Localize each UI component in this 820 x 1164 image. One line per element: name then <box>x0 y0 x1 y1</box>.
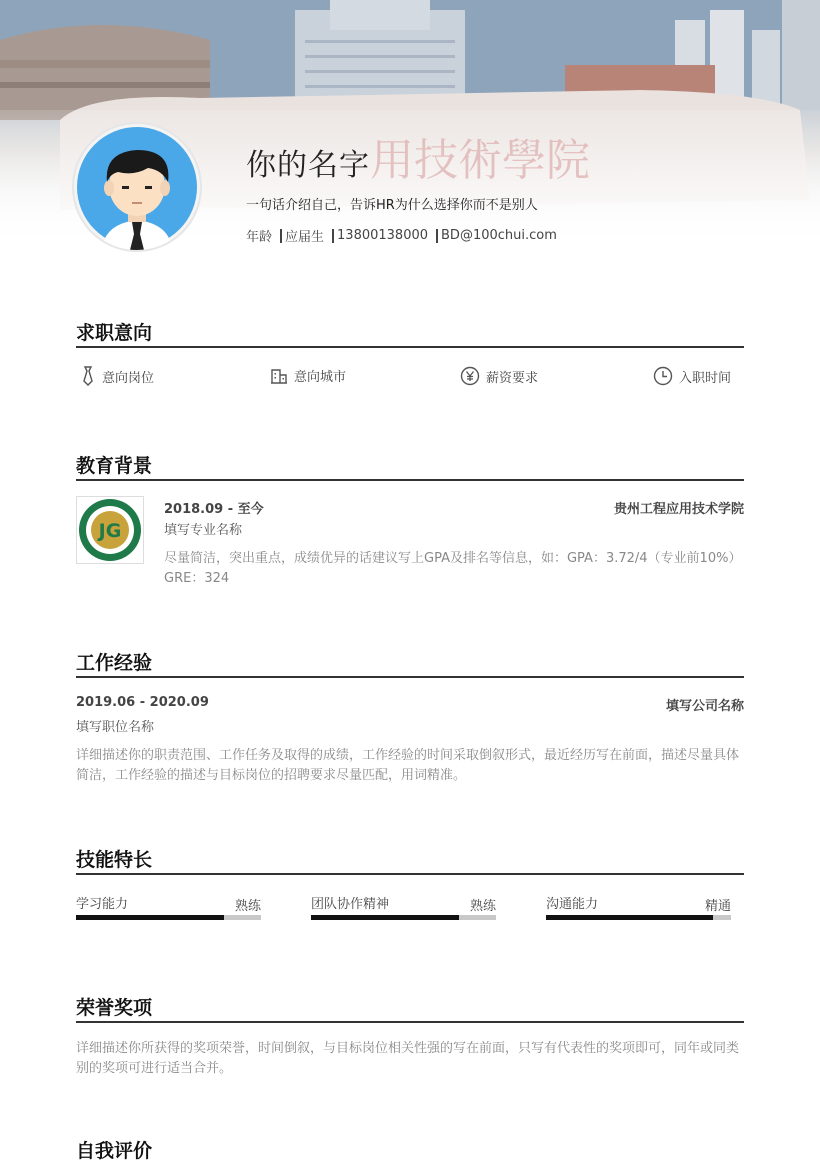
self-evaluation-section <box>76 1138 744 1164</box>
email-field: BD@100chui.com <box>441 228 557 243</box>
skills-section <box>76 847 744 875</box>
skill-bar <box>76 915 261 920</box>
section-title: 工作经验 <box>76 652 153 674</box>
yen-icon <box>460 366 480 386</box>
skill-level: 熟练 <box>234 899 261 914</box>
school-logo <box>76 496 144 564</box>
school-logo-letters: JG <box>98 520 122 542</box>
skill-bar-fill <box>76 915 224 920</box>
phone-field: 13800138000 <box>337 228 429 243</box>
work-date: 2019.06 - 2020.09 <box>76 695 209 710</box>
skill-bar <box>311 915 496 920</box>
company-name: 填写公司名称 <box>665 699 744 714</box>
section-divider <box>76 873 744 875</box>
position-name: 填写职位名称 <box>76 720 155 735</box>
skill-bar <box>546 915 731 920</box>
status-field: 应届生 <box>285 230 325 245</box>
person-avatar-icon <box>74 124 200 250</box>
skill-level: 精通 <box>704 899 731 914</box>
skill-name: 学习能力 <box>76 897 129 912</box>
education-description: 尽量简洁，突出重点，成绩优异的话建议写上GPA及排名等信息，如：GPA：3.72/4（专业前10%） GRE：324 <box>164 551 742 586</box>
self-intro: 一句话介绍自己，告诉HR为什么选择你而不是别人 <box>246 198 538 213</box>
section-divider <box>76 479 744 481</box>
contact-info <box>246 226 557 245</box>
intent-city-label: 意向城市 <box>294 370 347 385</box>
skill-name: 沟通能力 <box>546 897 599 912</box>
education-section <box>76 453 744 481</box>
intent-city <box>270 366 346 385</box>
candidate-name: 你的名字 <box>246 148 370 183</box>
divider <box>436 229 438 243</box>
section-divider <box>76 1021 744 1023</box>
section-title: 教育背景 <box>76 455 153 477</box>
education-date: 2018.09 - 至今 <box>164 502 264 517</box>
intent-start-time <box>653 366 731 386</box>
intent-start-time-label: 入职时间 <box>679 370 732 386</box>
skill-bar-fill <box>311 915 459 920</box>
major-name: 填写专业名称 <box>164 523 243 538</box>
honors-description: 详细描述你所获得的奖项荣誉，时间倒叙，与目标岗位相关性强的写在前面，只写有代表性的奖项即可，同年或同类别的奖项可进行适当合并。 <box>76 1041 740 1076</box>
honors-section <box>76 995 744 1023</box>
divider <box>280 229 282 243</box>
section-title: 自我评价 <box>76 1140 153 1162</box>
banner-inscription: 用技術學院 <box>370 135 590 186</box>
skill-bar-fill <box>546 915 713 920</box>
school-name: 贵州工程应用技术学院 <box>613 502 744 517</box>
section-divider <box>76 676 744 678</box>
section-title: 技能特长 <box>76 849 153 871</box>
section-title: 荣誉奖项 <box>76 997 153 1019</box>
intent-position <box>80 366 154 386</box>
section-divider <box>76 346 744 348</box>
divider <box>332 229 334 243</box>
job-intent-section <box>76 320 744 348</box>
intent-salary <box>460 366 538 386</box>
skill-level: 熟练 <box>469 899 496 914</box>
avatar <box>74 124 200 250</box>
building-icon <box>270 367 288 385</box>
age-field: 年龄 <box>246 230 273 245</box>
job-intent-row <box>76 366 744 390</box>
work-description: 详细描述你的职责范围、工作任务及取得的成绩，工作经验的时间采取倒叙形式，最近经历写在前面，描述尽量具体简洁，工作经验的描述与目标岗位的招聘要求尽量匹配，用词精准。 <box>76 748 740 783</box>
clock-icon <box>653 366 673 386</box>
school-emblem-icon <box>77 497 143 563</box>
intent-salary-label: 薪资要求 <box>486 370 539 386</box>
section-title: 求职意向 <box>76 322 153 344</box>
work-section <box>76 650 744 678</box>
skill-name: 团队协作精神 <box>311 897 390 912</box>
tie-icon <box>80 366 96 386</box>
intent-position-label: 意向岗位 <box>102 370 155 386</box>
